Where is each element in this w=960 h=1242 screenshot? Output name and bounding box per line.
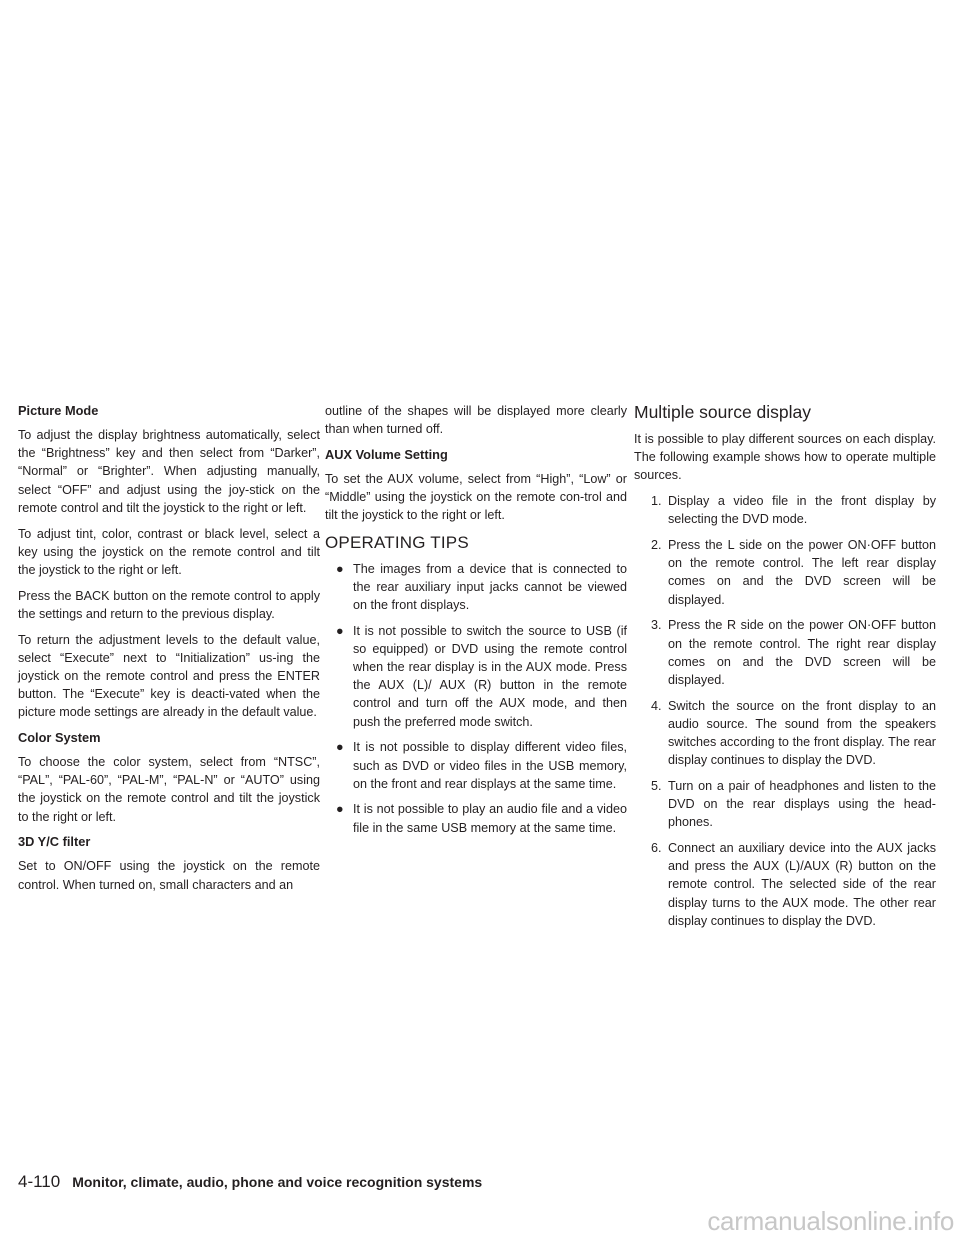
picture-mode-paragraph-2: To adjust tint, color, contrast or black level, select a key using the joystick on the remote control and tilt the joystick to the right or left.: [18, 526, 320, 577]
list-item: [634, 839, 936, 930]
section-title: Monitor, climate, audio, phone and voice recognition systems: [72, 1174, 483, 1190]
list-item: [634, 777, 936, 832]
tip-text: The images from a device that is connected to the rear auxiliary input jacks cannot be viewed on the front displays.: [353, 561, 627, 612]
step-text: Connect an auxiliary device into the AUX jacks and press the AUX (L)/AUX (R) button on the remote control. The selected side of the rear display turns to the AUX mode. The other rear display continues to display the DVD.: [668, 841, 936, 928]
aux-volume-paragraph: To set the AUX volume, select from “High”, “Low” or “Middle” using the joystick on the remote con-trol and tilt the joystick to the right or left.: [325, 471, 627, 523]
bullet-icon: ●: [336, 561, 344, 576]
tip-text: It is not possible to play an audio file and a video file in the same USB memory at the same time.: [353, 802, 627, 835]
tip-text: It is not possible to switch the source to USB (if so equipped) or DVD using the remote control when the rear display is in the AUX mode. Press the AUX (L)/ AUX (R) button in the remote control and turn off the AUX mode, and then push the preferred mode switch.: [353, 623, 627, 729]
multiple-source-heading: Multiple source display: [634, 402, 812, 422]
step-text: Press the R side on the power ON·OFF button on the remote control. The right rear display comes on and the DVD screen will be displayed.: [668, 618, 936, 687]
operating-tips-heading: OPERATING TIPS: [325, 532, 469, 552]
bullet-icon: ●: [336, 802, 344, 817]
step-text: Turn on a pair of headphones and listen to the DVD on the rear displays using the head-phones.: [668, 778, 936, 830]
aux-volume-heading: AUX Volume Setting: [325, 446, 448, 462]
list-item: [325, 738, 627, 793]
step-number: 4.: [651, 698, 662, 713]
step-number: 2.: [651, 538, 662, 553]
step-number: 3.: [651, 618, 662, 633]
step-text: Switch the source on the front display to an audio source. The sound from the speakers switches according to the front display. The rear display continues to display the DVD.: [668, 698, 936, 768]
list-item: [634, 697, 936, 770]
bullet-icon: ●: [336, 740, 344, 755]
color-system-paragraph: To choose the color system, select from “NTSC”, “PAL”, “PAL-60”, “PAL-M”, “PAL-N” or “AUTO” using the joystick on the remote control and tilt the joystick to the right or left.: [18, 755, 320, 824]
yc-filter-continued: outline of the shapes will be displayed more clearly than when turned off.: [325, 404, 627, 437]
step-number: 5.: [651, 778, 662, 793]
color-system-heading: Color System: [18, 730, 101, 746]
page-number: 4-110: [18, 1172, 61, 1191]
middle-column: [325, 402, 627, 844]
step-number: 6.: [651, 841, 662, 856]
page-footer: [18, 1172, 482, 1192]
yc-filter-paragraph: Set to ON/OFF using the joystick on the remote control. When turned on, small characters and an: [18, 859, 320, 892]
step-number: 1.: [651, 494, 662, 509]
right-column: [634, 402, 936, 938]
left-column: [18, 402, 320, 901]
tip-text: It is not possible to display different video files, such as DVD or video files in the USB memory, on the front and rear displays at the same time.: [353, 740, 627, 791]
list-item: [634, 536, 936, 609]
multiple-source-steps: [634, 492, 936, 930]
step-text: Display a video file in the front display by selecting the DVD mode.: [668, 494, 936, 527]
list-item: [325, 560, 627, 615]
bullet-icon: ●: [336, 623, 344, 638]
picture-mode-paragraph-4: To return the adjustment levels to the default value, select “Execute” next to “Initialization” us-ing the joystick on the remote control and press the ENTER button. The “Execute” key is deacti-vated when the picture mode settings are already in the default value.: [18, 632, 320, 720]
list-item: [325, 800, 627, 836]
picture-mode-paragraph-1: To adjust the display brightness automatically, select the “Brightness” key and then select from “Darker”, “Normal” or “Brighter”. When adjusting manually, select “OFF” and adjust using the joy-stick on the remote control and tilt the joystick to the right or left.: [18, 428, 320, 515]
multiple-source-intro: It is possible to play different sources on each display. The following example shows how to operate multiple sources.: [634, 432, 936, 483]
list-item: [634, 616, 936, 689]
list-item: [325, 622, 627, 731]
picture-mode-paragraph-3: Press the BACK button on the remote control to apply the settings and return to the previous display.: [18, 588, 320, 621]
operating-tips-list: [325, 560, 627, 837]
yc-filter-heading: 3D Y/C filter: [18, 834, 91, 850]
watermark: carmanualsonline.info: [707, 1206, 954, 1236]
list-item: [634, 492, 936, 528]
picture-mode-heading: Picture Mode: [18, 403, 99, 418]
step-text: Press the L side on the power ON·OFF button on the remote control. The left rear display comes on and the DVD screen will be displayed.: [668, 538, 936, 607]
